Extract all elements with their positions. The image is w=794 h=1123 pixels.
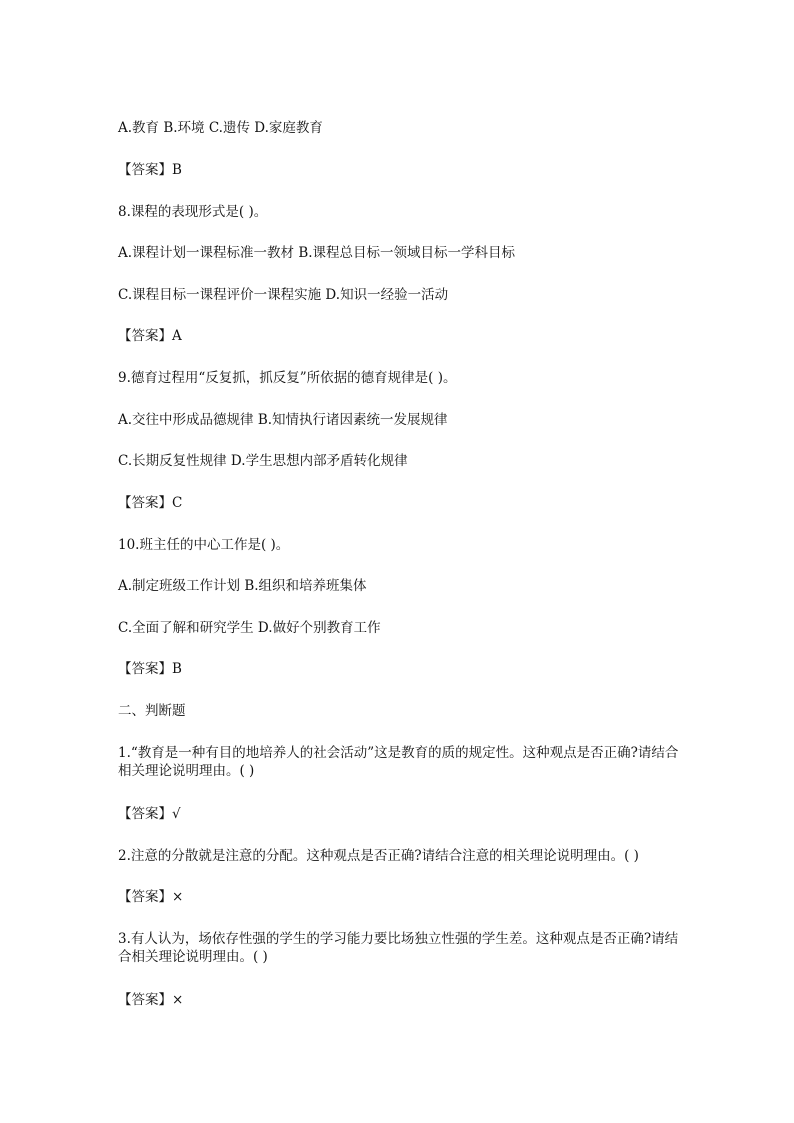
answer-7: 【答案】B [118,162,182,178]
judgment-question-2: 2.注意的分散就是注意的分配。这种观点是否正确?请结合注意的相关理论说明理由。( ) [118,848,639,864]
answer-9: 【答案】C [118,495,183,511]
judgment-question-1: 1.“教育是一种有目的地培养人的社会活动”这是教育的质的规定性。这种观点是否正确?请结合相关理论说明理由。( ) [118,745,679,779]
answer-8: 【答案】A [118,328,182,344]
judgment-answer-1: 【答案】√ [118,806,181,822]
question-9-options-cd: C.长期反复性规律 D.学生思想内部矛盾转化规律 [118,453,408,469]
judgment-answer-3: 【答案】× [118,992,184,1008]
section-heading-true-false: 二、判断题 [118,703,186,719]
judgment-answer-2: 【答案】× [118,889,184,905]
question-10-options-ab: A.制定班级工作计划 B.组织和培养班集体 [118,578,367,594]
question-8-options-ab: A.课程计划一课程标准一教材 B.课程总目标一领域目标一学科目标 [118,245,516,261]
judgment-question-3: 3.有人认为，场依存性强的学生的学习能力要比场独立性强的学生差。这种观点是否正确?请结合相关理论说明理由。( ) [118,931,679,965]
question-10: 10.班主任的中心工作是( )。 [118,537,290,553]
answer-10: 【答案】B [118,661,182,677]
question-9-options-ab: A.交往中形成品德规律 B.知情执行诸因素统一发展规律 [118,412,448,428]
question-10-options-cd: C.全面了解和研究学生 D.做好个别教育工作 [118,620,381,636]
question-7-options: A.教育 B.环境 C.遗传 D.家庭教育 [118,120,323,136]
question-8-options-cd: C.课程目标一课程评价一课程实施 D.知识一经验一活动 [118,287,449,303]
question-9: 9.德育过程用“反复抓，抓反复”所依据的德育规律是( )。 [118,370,457,386]
question-8: 8.课程的表现形式是( )。 [118,204,268,220]
